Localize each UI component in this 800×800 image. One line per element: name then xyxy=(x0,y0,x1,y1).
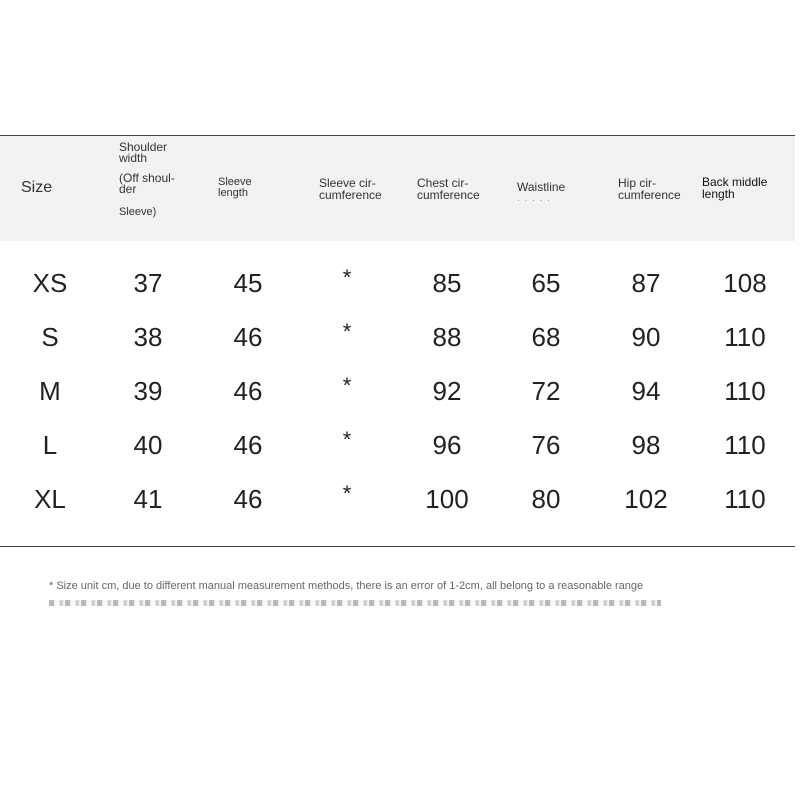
header-chest-circumference xyxy=(417,176,480,202)
cell-back: 110 xyxy=(724,322,766,352)
cell-size: M xyxy=(39,376,61,406)
header-waist-cropped-text: · · · · · xyxy=(517,195,551,205)
cell-sleeve-circ: * xyxy=(342,373,352,398)
cell-shoulder: 41 xyxy=(133,484,163,514)
header-sleeve-length xyxy=(218,177,278,199)
table-row xyxy=(0,371,800,411)
cell-back: 110 xyxy=(724,376,766,406)
cell-hip: 102 xyxy=(624,484,668,514)
cell-back: 110 xyxy=(724,484,766,514)
header-sleeve-circ-line1: Sleeve cir- xyxy=(319,176,376,190)
cell-waist: 68 xyxy=(531,322,561,352)
cell-sleeve-circ: * xyxy=(342,319,352,344)
header-hip-circumference xyxy=(618,176,681,202)
cell-size: XL xyxy=(34,484,66,514)
cell-chest: 85 xyxy=(432,268,462,298)
blurred-text-strip xyxy=(49,600,661,606)
cell-sleeve-circ: * xyxy=(342,481,352,506)
cell-size: L xyxy=(42,430,58,460)
header-waist-line1: Waistline xyxy=(517,180,566,194)
cell-chest: 96 xyxy=(432,430,462,460)
table-row xyxy=(0,425,800,465)
cell-waist: 76 xyxy=(531,430,561,460)
cell-waist: 80 xyxy=(531,484,561,514)
cell-sleeve-circ: * xyxy=(342,265,352,290)
table-row xyxy=(0,317,800,357)
header-size: Size xyxy=(21,179,53,196)
header-shoulder-line1: Shoulder xyxy=(119,140,168,154)
header-hip-line2: cumference xyxy=(618,188,681,202)
cell-chest: 92 xyxy=(432,376,462,406)
cell-hip: 94 xyxy=(631,376,661,406)
header-back-line2: length xyxy=(702,187,735,201)
header-chest-line2: cumference xyxy=(417,188,480,202)
header-shoulder-line2: width xyxy=(119,151,148,165)
cell-sleeve-length: 46 xyxy=(233,430,263,460)
cell-chest: 100 xyxy=(425,484,469,514)
cell-shoulder: 38 xyxy=(133,322,163,352)
cell-chest: 88 xyxy=(432,322,462,352)
cell-hip: 98 xyxy=(631,430,661,460)
cell-back: 110 xyxy=(724,430,766,460)
cell-hip: 90 xyxy=(631,322,661,352)
table-row xyxy=(0,263,800,303)
cell-shoulder: 37 xyxy=(133,268,163,298)
header-shoulder-line4: der xyxy=(119,182,137,196)
cell-sleeve-length: 46 xyxy=(233,376,263,406)
cell-waist: 72 xyxy=(531,376,561,406)
cell-sleeve-circ: * xyxy=(342,427,352,452)
cell-shoulder: 40 xyxy=(133,430,163,460)
cell-size: S xyxy=(41,322,59,352)
header-chest-line1: Chest cir- xyxy=(417,176,469,190)
header-back-middle-length xyxy=(702,176,792,200)
table-bottom-rule xyxy=(0,546,795,547)
cell-back: 108 xyxy=(723,268,767,298)
header-hip-line1: Hip cir- xyxy=(618,176,656,190)
header-waistline xyxy=(517,181,577,203)
header-back-line1: Back middle xyxy=(702,175,768,189)
table-row xyxy=(0,479,800,519)
header-sleeve-circ-line2: cumference xyxy=(319,188,382,202)
header-shoulder-line3: (Off shoul- xyxy=(119,171,175,185)
header-sleeve-length-line1: Sleeve xyxy=(218,176,252,188)
header-shoulder-width xyxy=(119,142,189,218)
cell-sleeve-length: 46 xyxy=(233,322,263,352)
header-sleeve-circumference xyxy=(319,177,399,201)
cell-shoulder: 39 xyxy=(133,376,163,406)
cell-sleeve-length: 45 xyxy=(233,268,263,298)
cell-sleeve-length: 46 xyxy=(233,484,263,514)
cell-hip: 87 xyxy=(631,268,661,298)
header-sleeve-length-line2: length xyxy=(218,187,248,199)
cell-size: XS xyxy=(32,268,68,298)
size-note: * Size unit cm, due to different manual measurement methods, there is an error of 1-2cm, all belong to a reasonable range xyxy=(49,580,644,592)
cell-waist: 65 xyxy=(531,268,561,298)
header-shoulder-line5: Sleeve) xyxy=(119,206,157,218)
